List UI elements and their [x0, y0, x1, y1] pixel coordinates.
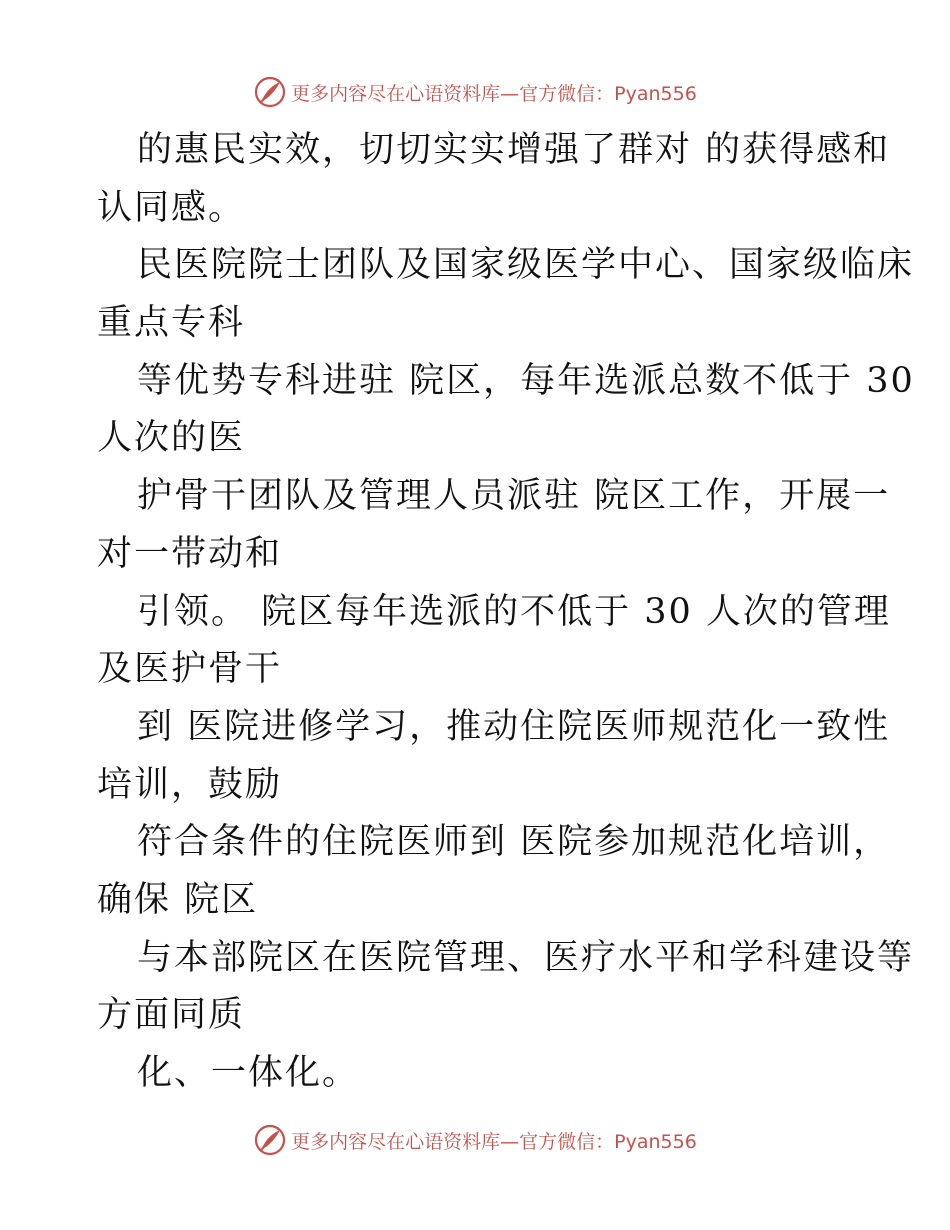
paragraph-line: 等优势专科进驻 院区，每年选派总数不低于 30 [137, 360, 915, 401]
quill-logo-icon [253, 1123, 287, 1157]
paragraph-line: 与本部院区在医院管理、医疗水平和学科建设等 [137, 937, 915, 978]
wechat-id: Pyan556 [614, 82, 697, 105]
footer-watermark-banner [0, 1120, 950, 1160]
paragraph-line: 认同感。 [97, 187, 246, 228]
paragraph-line: 重点专科 [97, 303, 246, 344]
paragraph-line: 符合条件的住院医师到 医院参加规范化培训， [137, 822, 891, 863]
header-watermark-banner [0, 72, 950, 112]
paragraph-line: 对一带动和 [97, 533, 283, 574]
paragraph-line: 引领。 院区每年选派的不低于 30 人次的管理 [137, 591, 891, 632]
banner-text: 更多内容尽在心语资料库—官方微信：Pyan556 [291, 1130, 697, 1153]
paragraph-line: 方面同质 [97, 995, 246, 1036]
paragraph-line: 确保 院区 [97, 879, 259, 920]
paragraph-line: 化、一体化。 [137, 1053, 360, 1093]
banner-text: 更多内容尽在心语资料库—官方微信：Pyan556 [291, 82, 697, 105]
paragraph-line: 民医院院士团队及国家级医学中心、国家级临床 [137, 245, 915, 286]
paragraph-line: 的惠民实效，切切实实增强了群对 的获得感和 [137, 130, 891, 170]
paragraph-line: 护骨干团队及管理人员派驻 院区工作，开展一 [137, 476, 891, 517]
paragraph-line: 及医护骨干 [97, 649, 283, 690]
wechat-id: Pyan556 [614, 1130, 697, 1153]
quill-logo-icon [253, 75, 287, 109]
paragraph-line: 人次的医 [97, 418, 246, 459]
paragraph-line: 培训，鼓励 [97, 764, 283, 805]
document-body [97, 122, 915, 1103]
paragraph-line: 到 医院进修学习，推动住院医师规范化一致性 [137, 706, 891, 747]
